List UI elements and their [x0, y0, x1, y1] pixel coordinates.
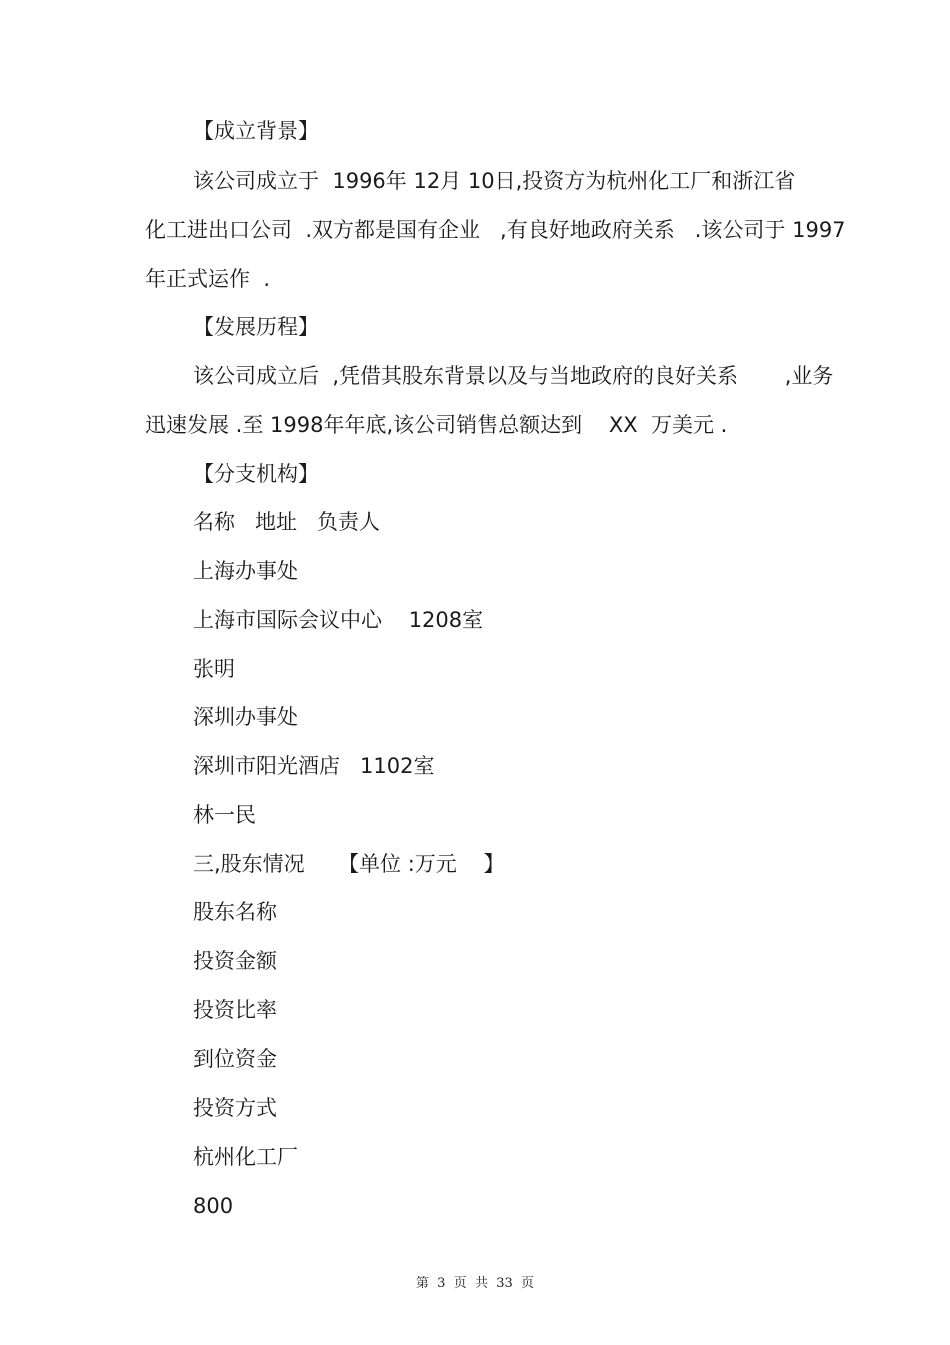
branch-name: 上海办事处 [193, 559, 298, 583]
shareholder-field: 股东名称 [193, 900, 277, 924]
section-heading-shareholders: 三,股东情况 【单位 :万元 】 [193, 852, 505, 876]
branch-address: 上海市国际会议中心 1208室 [193, 608, 484, 632]
paragraph-line: 年正式运作 . [145, 267, 271, 291]
shareholder-field: 投资方式 [193, 1096, 277, 1120]
shareholder-field: 到位资金 [193, 1047, 277, 1071]
shareholder-name: 杭州化工厂 [193, 1145, 298, 1169]
section-heading-history: 【发展历程】 [193, 315, 319, 339]
branch-address: 深圳市阳光酒店 1102室 [193, 754, 435, 778]
shareholder-amount: 800 [193, 1194, 234, 1218]
branch-name: 深圳办事处 [193, 705, 298, 729]
shareholder-field: 投资比率 [193, 998, 277, 1022]
shareholder-field: 投资金额 [193, 949, 277, 973]
section-heading-branches: 【分支机构】 [193, 462, 319, 486]
branch-table-header: 名称 地址 负责人 [193, 510, 381, 534]
section-heading-background: 【成立背景】 [193, 119, 319, 143]
paragraph-line: 迅速发展 .至 1998年年底,该公司销售总额达到 XX 万美元 . [145, 413, 728, 437]
paragraph-line: 该公司成立后 ,凭借其股东背景以及与当地政府的良好关系 ,业务 [193, 364, 834, 388]
paragraph-line: 化工进出口公司 .双方都是国有企业 ,有良好地政府关系 .该公司于 1997 [145, 218, 846, 242]
paragraph-line: 该公司成立于 1996年 12月 10日,投资方为杭州化工厂和浙江省 [193, 169, 796, 193]
page-footer: 第 3 页 共 33 页 [415, 1276, 535, 1291]
branch-manager: 林一民 [193, 803, 256, 827]
branch-manager: 张明 [193, 657, 235, 681]
